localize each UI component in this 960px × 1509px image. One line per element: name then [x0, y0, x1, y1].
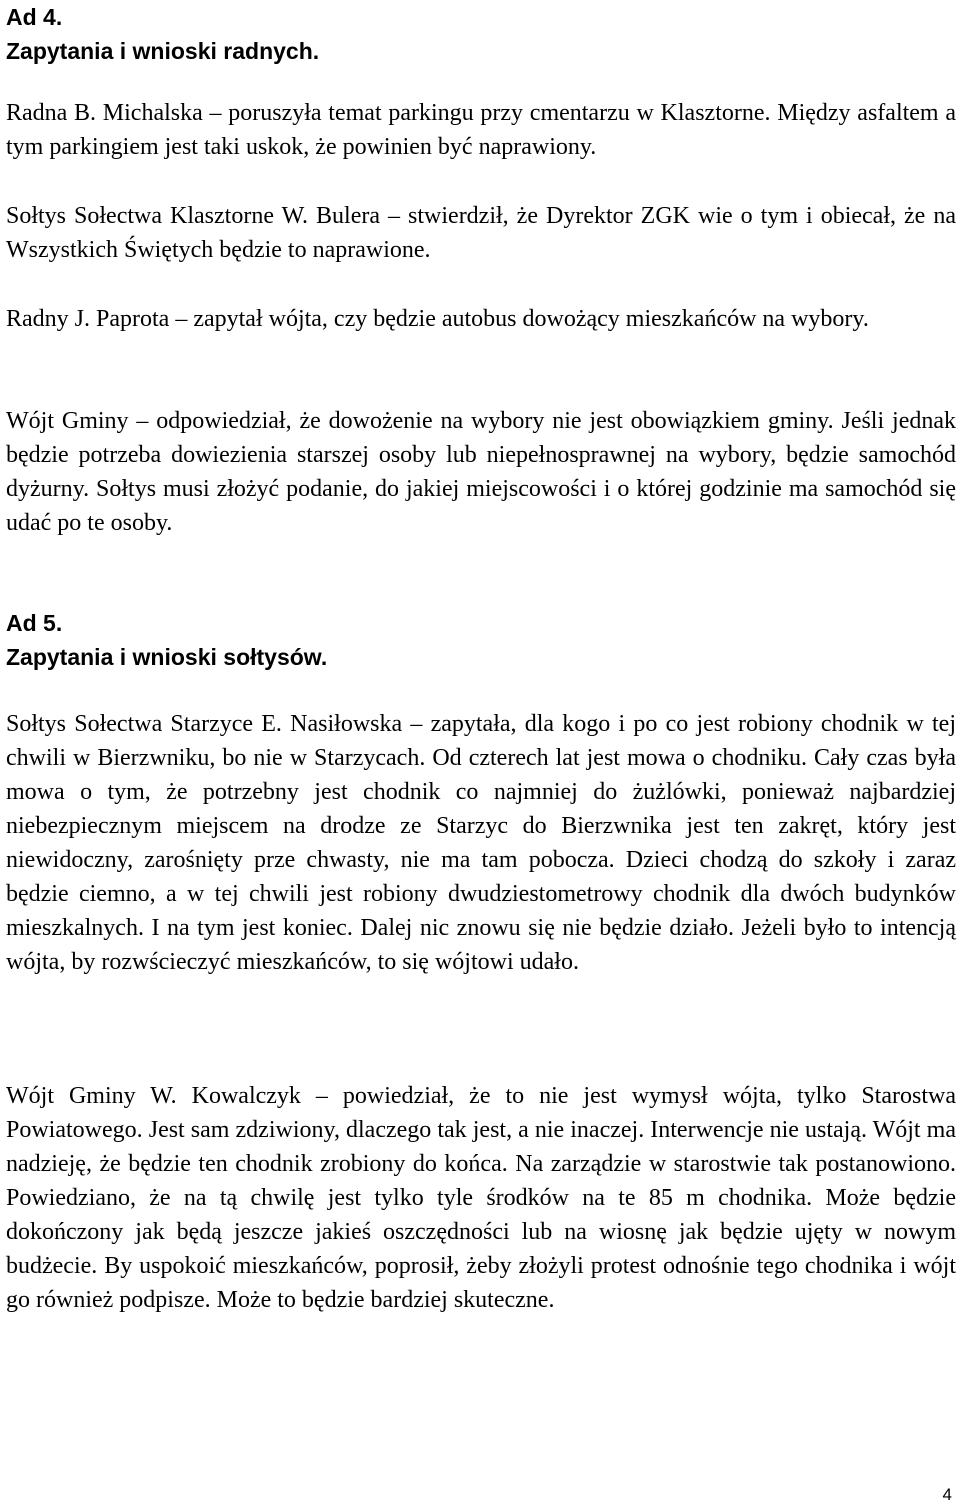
section-4-header — [6, 0, 956, 68]
paragraph-kowalczyk: Wójt Gminy W. Kowalczyk – powiedział, że to nie jest wymysł wójta, tylko Starostwa Powiatowego. Jest sam zdziwiony, dlaczego tak jest, a nie inaczej. Interwencje nie ustają. Wójt ma nadzieję, że będzie ten chodnik zrobiony do końca. Na zarządzie w starostwie tak postanowiono. Powiedziano, że na tą chwilę jest tylko tyle środków na te 85 m chodnika. Może będzie dokończony jak będą jeszcze jakieś oszczędności lub na wiosnę jak będzie ujęty w nowym budżecie. By uspokoić mieszkańców, poprosił, żeby złożyli protest odnośnie tego chodnika i wójt go również podpisze. Może to będzie bardziej skuteczne. — [6, 1083, 956, 1313]
paragraph-michalska: Radna B. Michalska – poruszyła temat parkingu przy cmentarzu w Klasztorne. Między asfaltem a tym parkingiem jest taki uskok, że powinien być naprawiony. — [6, 100, 956, 160]
section-5-header — [6, 606, 956, 674]
paragraph-bulera: Sołtys Sołectwa Klasztorne W. Bulera – stwierdził, że Dyrektor ZGK wie o tym i obiecał, że na Wszystkich Świętych będzie to naprawione. — [6, 203, 956, 263]
section-4-number: Ad 4. — [6, 4, 63, 30]
section-4-title: Zapytania i wnioski radnych. — [6, 38, 320, 64]
paragraph-wojt-answer-1: Wójt Gminy – odpowiedział, że dowożenie na wybory nie jest obowiązkiem gminy. Jeśli jednak będzie potrzeba dowiezienia starszej osoby lub niepełnosprawnej na wybory, będzie samochód dyżurny. Sołtys musi złożyć podanie, do jakiej miejscowości i o której godzinie ma samochód się udać po te osoby. — [6, 408, 956, 536]
section-5-title: Zapytania i wnioski sołtysów. — [6, 644, 328, 670]
paragraph-paprota: Radny J. Paprota – zapytał wójta, czy będzie autobus dowożący mieszkańców na wybory. — [6, 306, 869, 332]
section-5-number: Ad 5. — [6, 610, 63, 636]
paragraph-nasilowska: Sołtys Sołectwa Starzyce E. Nasiłowska – zapytała, dla kogo i po co jest robiony chodnik w tej chwili w Bierzwniku, bo nie w Starzycach. Od czterech lat jest mowa o chodniku. Cały czas była mowa o tym, że potrzebny jest chodnik co najmniej do żużlówki, ponieważ najbardziej niebezpiecznym miejscem na drodze ze Starzyc do Bierzwnika jest ten zakręt, który jest niewidoczny, zarośnięty prze chwasty, nie ma tam pobocza. Dzieci chodzą do szkoły i zaraz będzie ciemno, a w tej chwili jest robiony dwudziestometrowy chodnik dla dwóch budynków mieszkalnych. I na tym jest koniec. Dalej nic znowu się nie będzie działo. Jeżeli było to intencją wójta, by rozwścieczyć mieszkańców, to się wójtowi udało. — [6, 711, 956, 975]
page-number: 4 — [942, 1485, 952, 1504]
